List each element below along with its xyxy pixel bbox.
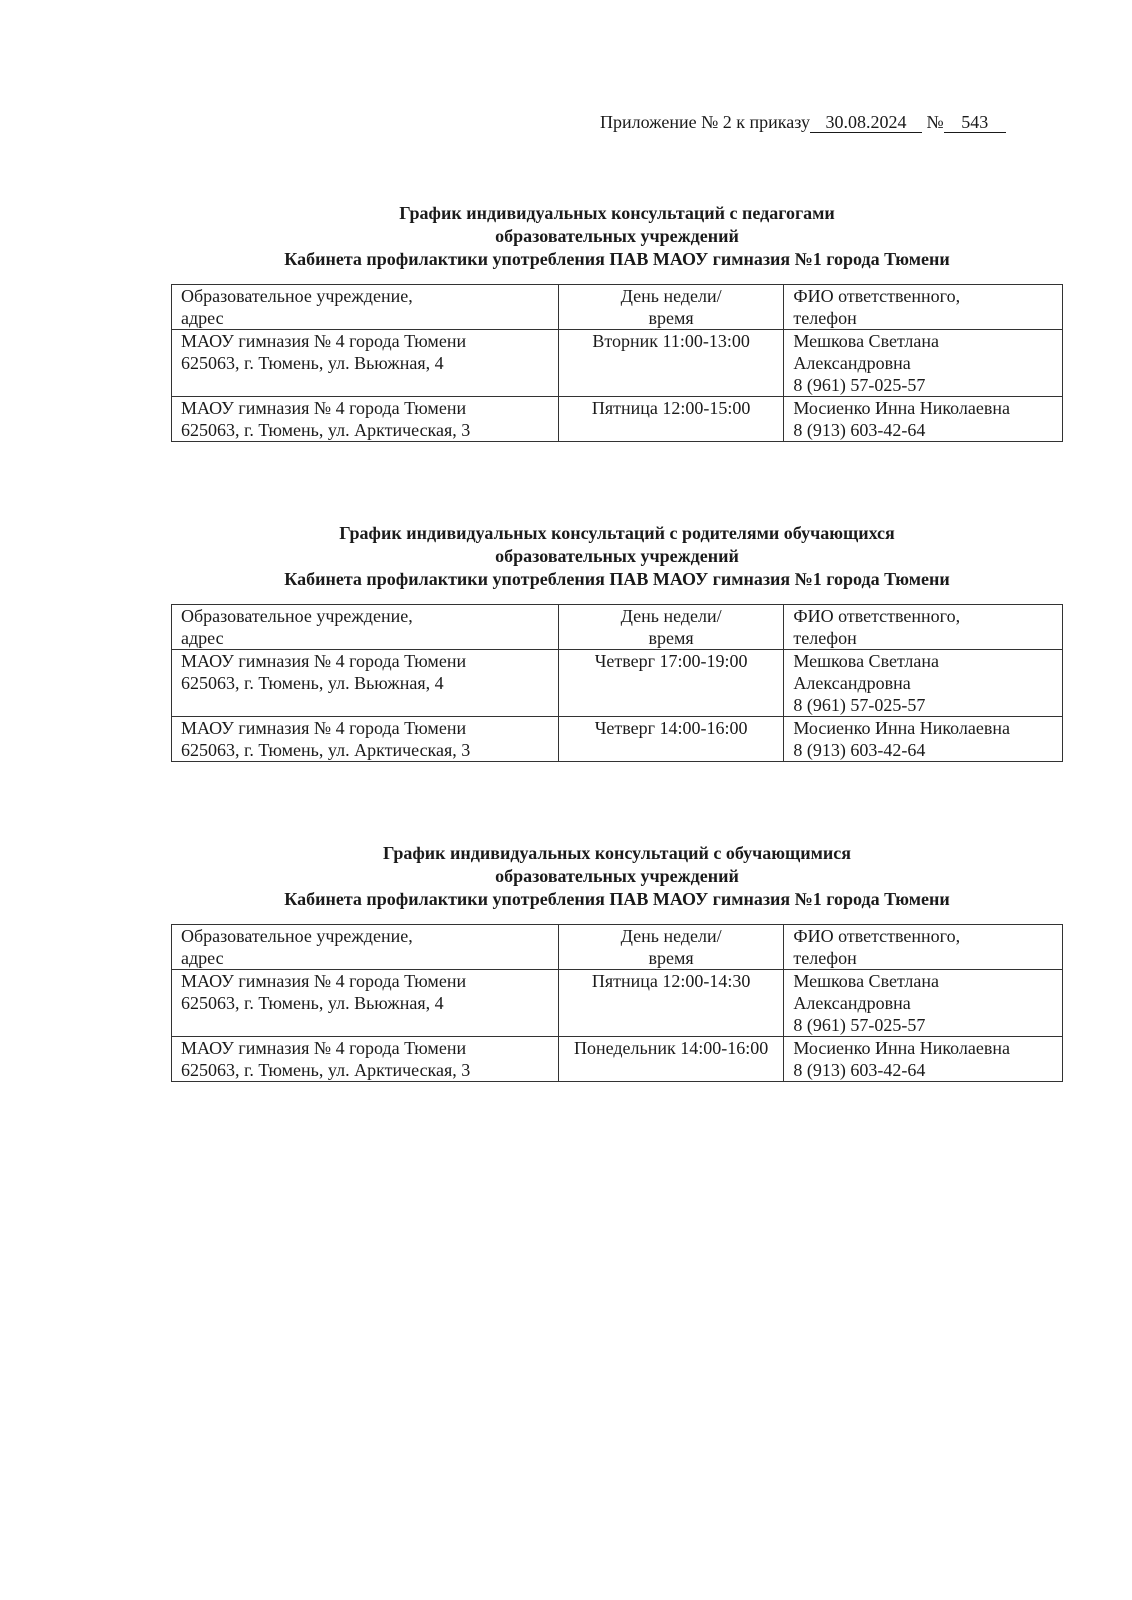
section-title-line: образовательных учреждений bbox=[495, 546, 739, 566]
appendix-header bbox=[600, 110, 1080, 134]
schedule-table bbox=[171, 604, 1063, 762]
section-title-line: образовательных учреждений bbox=[495, 226, 739, 246]
section-title-line: Кабинета профилактики употребления ПАВ МАОУ гимназия №1 города Тюмени bbox=[284, 569, 950, 589]
table-row bbox=[172, 970, 1063, 1037]
person-cell: Мосиенко Инна Николаевна 8 (913) 603-42-64 bbox=[784, 717, 1063, 762]
schedule-section-teachers bbox=[171, 202, 1063, 442]
institution-cell: МАОУ гимназия № 4 города Тюмени 625063, г. Тюмень, ул. Вьюжная, 4 bbox=[172, 330, 559, 397]
column-header-person: ФИО ответственного, телефон bbox=[784, 605, 1063, 650]
time-cell: Пятница 12:00-15:00 bbox=[558, 397, 784, 442]
appendix-prefix: Приложение № 2 к приказу bbox=[600, 112, 810, 132]
section-title bbox=[171, 202, 1063, 271]
time-cell: Четверг 14:00-16:00 bbox=[558, 717, 784, 762]
table-row bbox=[172, 650, 1063, 717]
section-title-line: Кабинета профилактики употребления ПАВ МАОУ гимназия №1 города Тюмени bbox=[284, 249, 950, 269]
time-cell: Понедельник 14:00-16:00 bbox=[558, 1037, 784, 1082]
table-header-row bbox=[172, 925, 1063, 970]
schedule-section-students bbox=[171, 842, 1063, 1082]
schedule-table bbox=[171, 284, 1063, 442]
schedule-section-parents bbox=[171, 522, 1063, 762]
section-title-line: Кабинета профилактики употребления ПАВ МАОУ гимназия №1 города Тюмени bbox=[284, 889, 950, 909]
column-header-person: ФИО ответственного, телефон bbox=[784, 285, 1063, 330]
table-header-row bbox=[172, 285, 1063, 330]
institution-cell: МАОУ гимназия № 4 города Тюмени 625063, г. Тюмень, ул. Арктическая, 3 bbox=[172, 1037, 559, 1082]
section-title bbox=[171, 522, 1063, 591]
person-cell: Мосиенко Инна Николаевна 8 (913) 603-42-64 bbox=[784, 397, 1063, 442]
column-header-institution: Образовательное учреждение, адрес bbox=[172, 605, 559, 650]
person-cell: Мешкова Светлана Александровна 8 (961) 57-025-57 bbox=[784, 650, 1063, 717]
institution-cell: МАОУ гимназия № 4 города Тюмени 625063, г. Тюмень, ул. Арктическая, 3 bbox=[172, 717, 559, 762]
table-row bbox=[172, 1037, 1063, 1082]
schedule-table bbox=[171, 924, 1063, 1082]
order-date: 30.08.2024 bbox=[810, 112, 922, 133]
table-row bbox=[172, 717, 1063, 762]
section-title-line: образовательных учреждений bbox=[495, 866, 739, 886]
time-cell: Вторник 11:00-13:00 bbox=[558, 330, 784, 397]
time-cell: Четверг 17:00-19:00 bbox=[558, 650, 784, 717]
order-number: 543 bbox=[944, 112, 1006, 133]
table-row bbox=[172, 330, 1063, 397]
section-title-line: График индивидуальных консультаций с родителями обучающихся bbox=[339, 523, 895, 543]
column-header-time: День недели/ время bbox=[558, 605, 784, 650]
institution-cell: МАОУ гимназия № 4 города Тюмени 625063, г. Тюмень, ул. Арктическая, 3 bbox=[172, 397, 559, 442]
person-cell: Мешкова Светлана Александровна 8 (961) 57-025-57 bbox=[784, 970, 1063, 1037]
number-sign: № bbox=[926, 112, 944, 132]
column-header-time: День недели/ время bbox=[558, 285, 784, 330]
person-cell: Мосиенко Инна Николаевна 8 (913) 603-42-64 bbox=[784, 1037, 1063, 1082]
section-title-line: График индивидуальных консультаций с обучающимися bbox=[383, 843, 851, 863]
section-title-line: График индивидуальных консультаций с педагогами bbox=[399, 203, 835, 223]
institution-cell: МАОУ гимназия № 4 города Тюмени 625063, г. Тюмень, ул. Вьюжная, 4 bbox=[172, 650, 559, 717]
column-header-person: ФИО ответственного, телефон bbox=[784, 925, 1063, 970]
table-header-row bbox=[172, 605, 1063, 650]
time-cell: Пятница 12:00-14:30 bbox=[558, 970, 784, 1037]
section-title bbox=[171, 842, 1063, 911]
table-row bbox=[172, 397, 1063, 442]
person-cell: Мешкова Светлана Александровна 8 (961) 57-025-57 bbox=[784, 330, 1063, 397]
column-header-time: День недели/ время bbox=[558, 925, 784, 970]
column-header-institution: Образовательное учреждение, адрес bbox=[172, 925, 559, 970]
column-header-institution: Образовательное учреждение, адрес bbox=[172, 285, 559, 330]
institution-cell: МАОУ гимназия № 4 города Тюмени 625063, г. Тюмень, ул. Вьюжная, 4 bbox=[172, 970, 559, 1037]
